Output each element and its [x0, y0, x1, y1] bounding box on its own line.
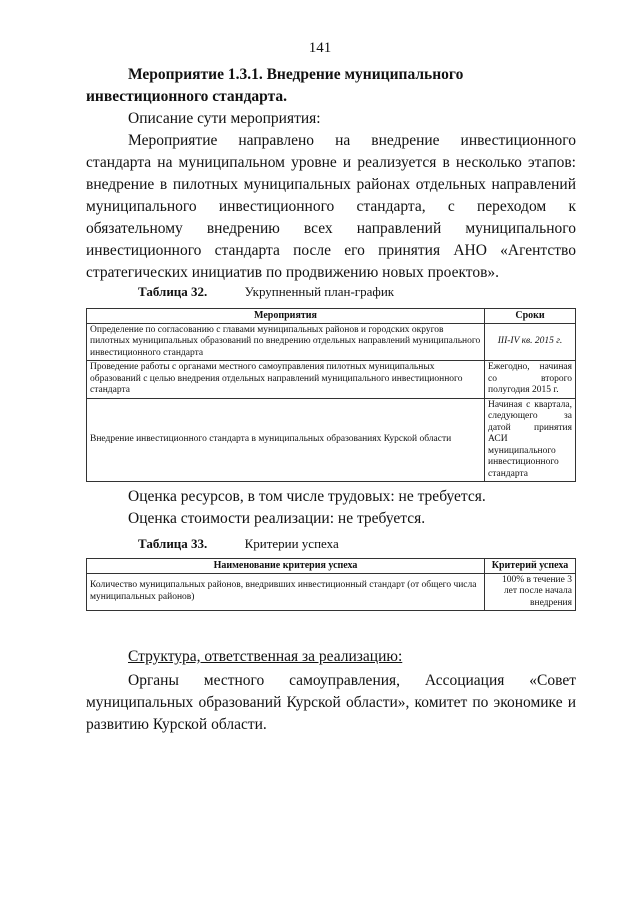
table-header-row: [87, 559, 576, 574]
schedule-table: [86, 308, 576, 482]
table33-caption-title: Критерии успеха: [244, 536, 339, 551]
table-cell: Внедрение инвестиционного стандарта в муниципальных образованиях Курской области: [87, 398, 485, 482]
structure-label-text: Структура, ответственная за реализацию:: [128, 648, 403, 665]
table-cell: III-IV кв. 2015 г.: [485, 323, 576, 361]
table-cell: Проведение работы с органами местного самоуправления пилотных муниципальных образований с целью внедрения отдельных направлений муниципального инвестиционного стандарта: [87, 361, 485, 399]
measure-heading: Мероприятие 1.3.1. Внедрение муниципального инвестиционного стандарта.: [86, 66, 464, 105]
table33-caption: [138, 536, 339, 552]
table32-caption-title: Укрупненный план-график: [244, 284, 395, 299]
table32-caption-number: Таблица 32.: [138, 284, 208, 299]
table33-caption-number: Таблица 33.: [138, 536, 208, 551]
success-criteria-table: [86, 558, 576, 611]
table-row: [87, 398, 576, 482]
table-header-row: [87, 309, 576, 324]
structure-label: [86, 646, 576, 668]
table-row: [87, 323, 576, 361]
table-cell: 100% в течение 3 лет после начала внедрения: [485, 573, 576, 611]
table-row: [87, 573, 576, 611]
table-header-cell: Критерий успеха: [485, 559, 576, 574]
table-cell: Количество муниципальных районов, внедривших инвестиционный стандарт (от общего числа муниципальных районов): [87, 573, 485, 611]
structure-text: Органы местного самоуправления, Ассоциация «Совет муниципальных образований Курской области», комитет по экономике и развитию Курской области.: [86, 672, 576, 733]
resources-text: Оценка ресурсов, в том числе трудовых: не требуется.: [128, 488, 486, 505]
table32-caption: [138, 284, 394, 300]
table-cell: Определение по согласованию с главами муниципальных районов и городских округов пилотных муниципальных образований по внедрению отдельных направлений муниципального инвестиционного стандарта: [87, 323, 485, 361]
description-text: Мероприятие направлено на внедрение инвестиционного стандарта на муниципальном уровне и реализуется в несколько этапов: внедрение в пилотных муниципальных районах отдельных направлений муниципального инвестиционного стандарта, с переходом к обязательному внедрению всех направлений муниципального инвестиционного стандарта после его принятия АНО «Агентство стратегических инициатив по продвижению новых проектов».: [86, 132, 576, 281]
table-header-cell: Наименование критерия успеха: [87, 559, 485, 574]
page-number: 141: [308, 40, 332, 56]
description-label: Описание сути мероприятия:: [128, 110, 321, 127]
cost-text: Оценка стоимости реализации: не требуется.: [128, 510, 426, 527]
table-cell: Начиная с квартала, следующего за датой принятия АСИ муниципального инвестиционного стандарта: [485, 398, 576, 482]
table-cell: Ежегодно, начиная со второго полугодия 2015 г.: [485, 361, 576, 399]
table-header-cell: Мероприятия: [87, 309, 485, 324]
table-row: [87, 361, 576, 399]
table-header-cell: Сроки: [485, 309, 576, 324]
